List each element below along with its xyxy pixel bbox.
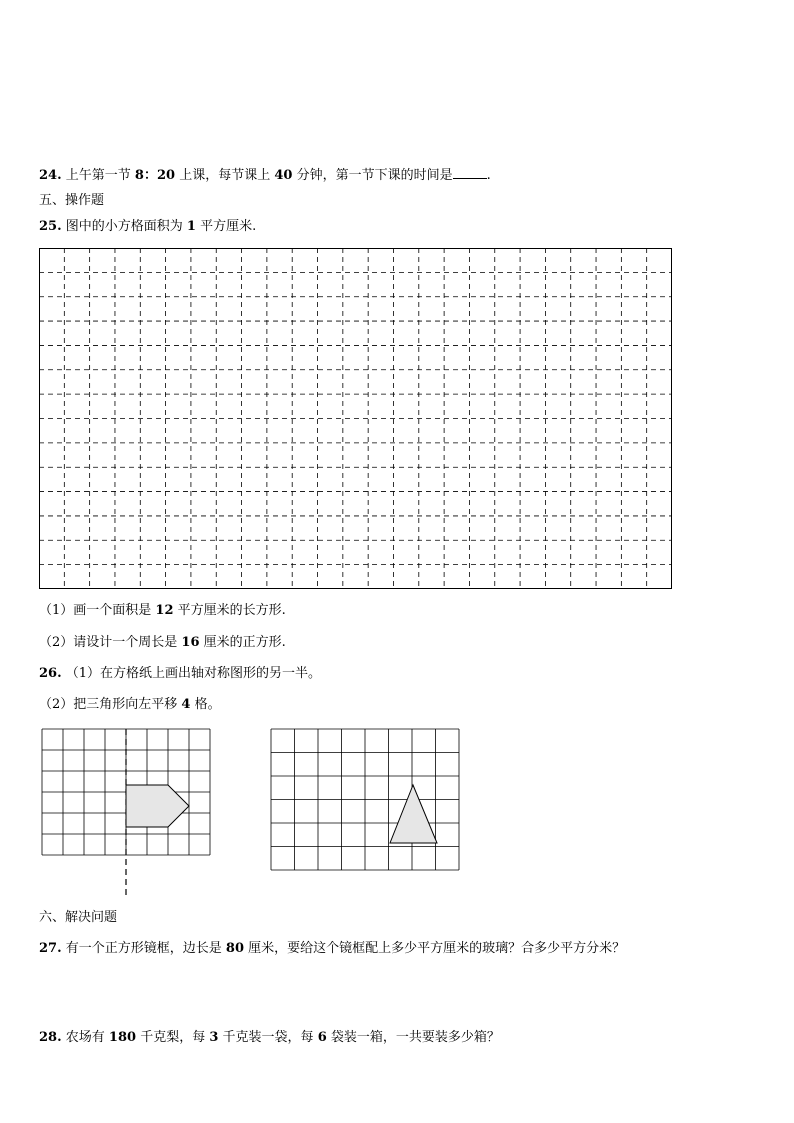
question-25-part-2: （2）请设计一个周长是 16 厘米的正方形.	[39, 635, 286, 650]
answer-blank[interactable]	[453, 166, 487, 179]
question-number: 27.	[39, 941, 62, 956]
question-25: 25. 图中的小方格面积为 1 平方厘米.	[39, 219, 257, 234]
symmetry-grid[interactable]	[42, 729, 214, 899]
question-number: 28.	[39, 1030, 62, 1045]
dashed-grid-lines	[39, 248, 672, 589]
translation-grid[interactable]	[271, 729, 463, 899]
triangle-shape	[390, 785, 437, 843]
question-number: 24.	[39, 168, 62, 183]
question-27: 27. 有一个正方形镜框，边长是 80 厘米，要给这个镜框配上多少平方厘米的玻璃？合多少平方分米？	[39, 941, 626, 956]
question-26-part-1: 26. （1）在方格纸上画出轴对称图形的另一半。	[39, 666, 322, 681]
dashed-grid-paper[interactable]	[39, 248, 673, 590]
question-number: 26.	[39, 666, 62, 681]
half-pentagon-shape	[126, 785, 189, 827]
question-25-part-1: （1）画一个面积是 12 平方厘米的长方形.	[39, 603, 286, 618]
question-24: 24. 上午第一节 8：20 上课，每节课上 40 分钟，第一节下课的时间是 .	[39, 168, 491, 183]
question-number: 25.	[39, 219, 62, 234]
grid-lines	[271, 729, 459, 870]
section-heading-solve-problems: 六、解决问题	[39, 910, 118, 925]
question-26-part-2: （2）把三角形向左平移 4 格。	[39, 697, 221, 712]
section-heading-operation: 五、操作题	[39, 193, 105, 208]
question-28: 28. 农场有 180 千克梨，每 3 千克装一袋，每 6 袋装一箱，一共要装多少箱？	[39, 1030, 500, 1045]
